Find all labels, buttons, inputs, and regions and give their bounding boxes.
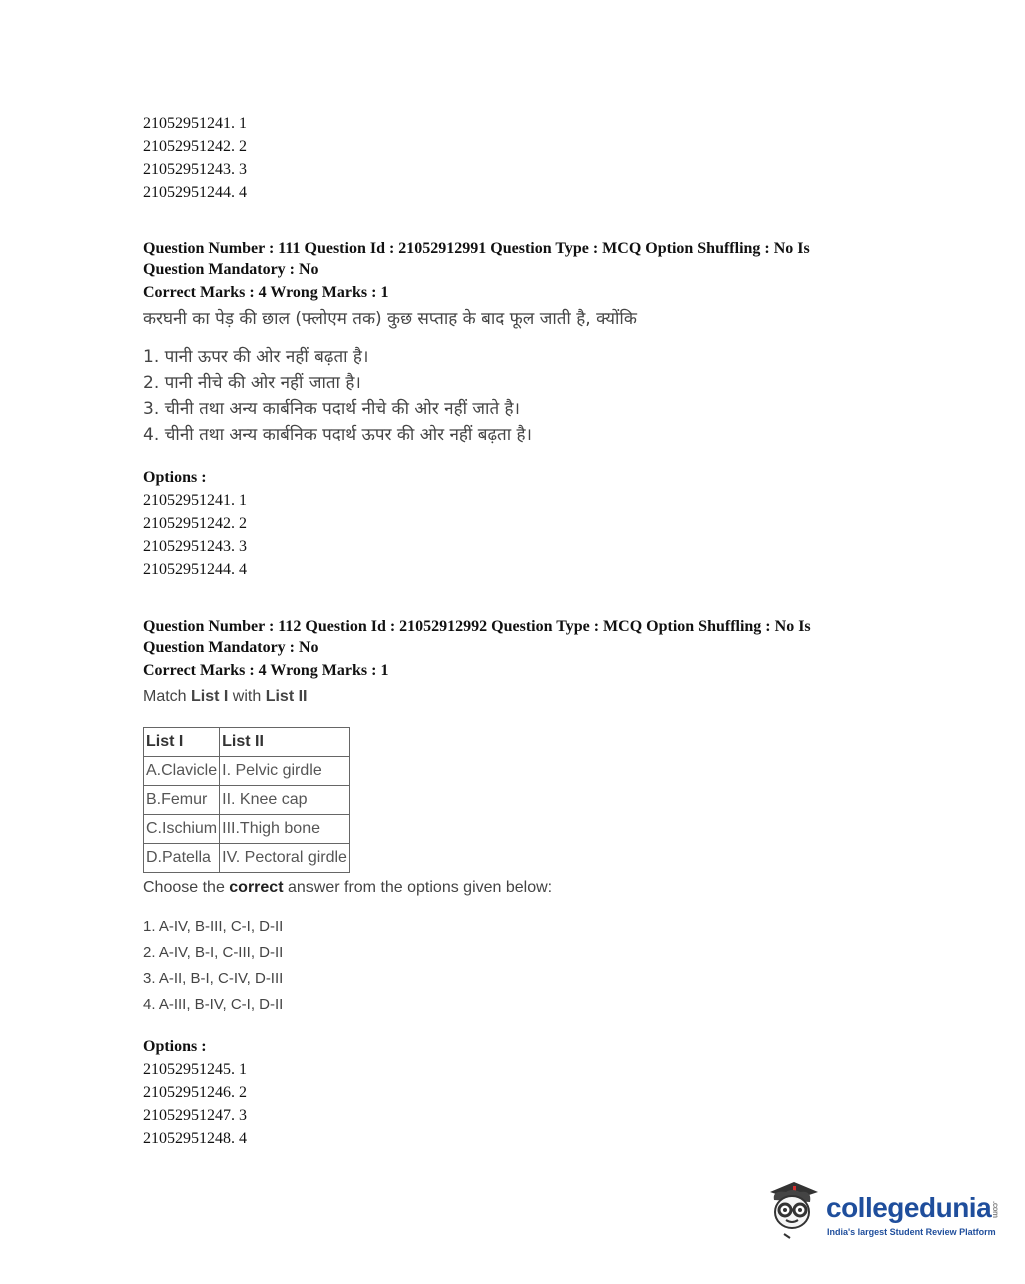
question-112 [143,615,903,709]
mascot-icon [762,1178,822,1248]
option-line: 21052951246. 2 [143,1084,247,1101]
match-with: with [228,688,266,705]
table-row [144,815,350,844]
options-111 [143,466,903,581]
option-line: 21052951243. 3 [143,161,247,178]
table-cell: B.Femur [144,786,220,815]
table-cell: C.Ischium [144,815,220,844]
options-label: Options : [143,469,207,486]
question-header: Question Number : 111 Question Id : 21052912991 Question Type : MCQ Option Shuffling : No Is [143,240,810,257]
choose-suffix: answer from the options given below: [283,879,553,896]
logo-suffix: .com [991,1201,1001,1218]
table-cell: III.Thigh bone [220,815,350,844]
option-line: 21052951243. 3 [143,538,247,555]
option-line: 21052951248. 4 [143,1130,247,1147]
option-line: 21052951244. 4 [143,184,247,201]
option-line: 21052951244. 4 [143,561,247,578]
question-header-continued: Question Mandatory : No [143,261,319,278]
question-header: Question Number : 112 Question Id : 21052912992 Question Type : MCQ Option Shuffling : No Is [143,618,811,635]
match-table [143,727,350,873]
choice-item: 3. A-II, B-I, C-IV, D-III [143,970,284,987]
option-line: 21052951242. 2 [143,138,247,155]
question-text: करघनी का पेड़ की छाल (फ्लोएम तक) कुछ सप्ताह के बाद फूल जाती है, क्योंकि [143,309,637,329]
table-cell: I. Pelvic girdle [220,757,350,786]
option-line: 21052951247. 3 [143,1107,247,1124]
table-row [144,786,350,815]
question-choices [143,914,903,1018]
match-list1: List I [191,688,229,705]
choice-item: 3. चीनी तथा अन्य कार्बनिक पदार्थ नीचे की ओर नहीं जाते है। [143,399,521,419]
logo-tagline: India's largest Student Review Platform [827,1227,996,1237]
choose-instruction [143,876,903,900]
top-options-list [143,112,903,204]
option-line: 21052951242. 2 [143,515,247,532]
choice-item: 4. चीनी तथा अन्य कार्बनिक पदार्थ ऊपर की ओर नहीं बढ़ता है। [143,425,532,445]
table-row [144,757,350,786]
question-marks: Correct Marks : 4 Wrong Marks : 1 [143,284,389,301]
question-marks: Correct Marks : 4 Wrong Marks : 1 [143,662,389,679]
question-header-continued: Question Mandatory : No [143,639,319,656]
choice-item: 1. पानी ऊपर की ओर नहीं बढ़ता है। [143,347,369,367]
logo-wordmark [826,1192,1000,1224]
option-line: 21052951245. 1 [143,1061,247,1078]
table-cell: A.Clavicle [144,757,220,786]
option-line: 21052951241. 1 [143,115,247,132]
match-list2: List II [265,688,308,705]
match-prefix: Match [143,688,192,705]
choose-prefix: Choose the [143,879,230,896]
options-112 [143,1035,903,1150]
table-cell: II. Knee cap [220,786,350,815]
collegedunia-logo [762,1178,1001,1248]
choice-item: 4. A-III, B-IV, C-I, D-II [143,996,284,1013]
question-111 [143,237,903,448]
table-cell: D.Patella [144,844,220,873]
table-header-row [144,728,350,757]
option-line: 21052951241. 1 [143,492,247,509]
choose-bold: correct [229,879,284,896]
table-header-cell: List I [144,728,220,757]
options-label: Options : [143,1038,207,1055]
table-row [144,844,350,873]
table-cell: IV. Pectoral girdle [220,844,350,873]
match-instruction [143,685,903,709]
logo-name: collegedunia [826,1192,992,1223]
choice-item: 1. A-IV, B-III, C-I, D-II [143,918,284,935]
table-header-cell: List II [220,728,350,757]
question-choices [143,344,903,448]
choice-item: 2. पानी नीचे की ओर नहीं जाता है। [143,373,361,393]
match-table-wrap [143,727,350,873]
choose-instruction-block [143,876,903,1018]
choice-item: 2. A-IV, B-I, C-III, D-II [143,944,284,961]
